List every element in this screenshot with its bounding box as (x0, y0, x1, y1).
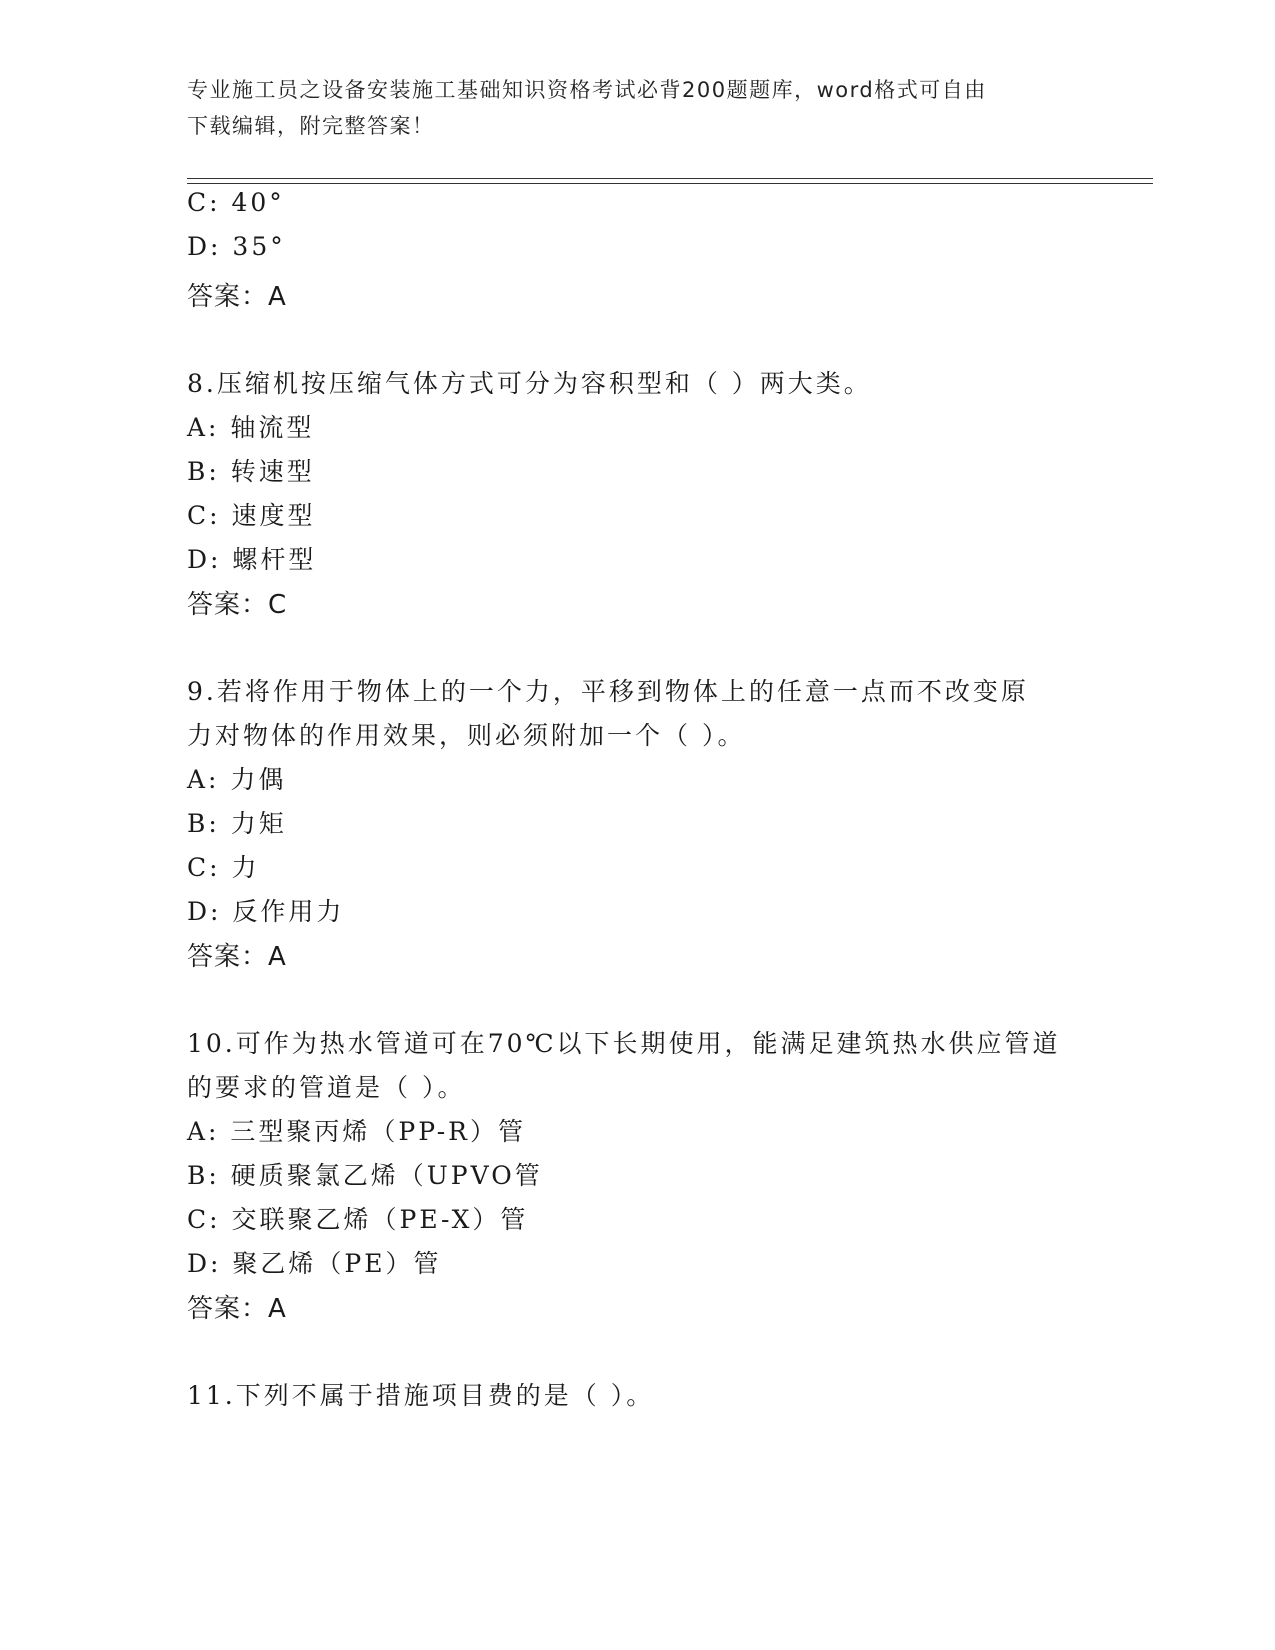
question-line: 力对物体的作用效果，则必须附加一个（ ）。 (187, 721, 746, 750)
option-line: B: 转速型 (187, 457, 315, 486)
option-line: D: 聚乙烯（PE）管 (187, 1249, 442, 1278)
option-line: C: 交联聚乙烯（PE-X）管 (187, 1205, 529, 1234)
header-line-2: 下载编辑，附完整答案！ (187, 114, 435, 138)
header-rule-bottom (187, 183, 1153, 184)
option-line: A: 轴流型 (187, 413, 315, 442)
option-line: B: 力矩 (187, 809, 287, 838)
question-line: 9.若将作用于物体上的一个力，平移到物体上的任意一点而不改变原 (187, 677, 1029, 706)
question-line: 8.压缩机按压缩气体方式可分为容积型和（ ）两大类。 (187, 369, 872, 398)
answer-line: 答案：A (187, 282, 287, 312)
question-line: 的要求的管道是（ ）。 (187, 1073, 466, 1102)
answer-line: 答案：A (187, 1294, 287, 1324)
option-line: C: 40° (187, 188, 285, 217)
question-line: 10.可作为热水管道可在70℃以下长期使用，能满足建筑热水供应管道 (187, 1029, 1061, 1058)
question-line: 11.下列不属于措施项目费的是（ ）。 (187, 1381, 655, 1410)
document-header (187, 72, 1067, 144)
answer-line: 答案：A (187, 942, 287, 972)
header-rule-top (187, 178, 1153, 179)
option-line: D: 螺杆型 (187, 545, 317, 574)
answer-line: 答案：C (187, 590, 288, 620)
option-line: D: 35° (187, 232, 286, 261)
option-line: C: 力 (187, 853, 260, 882)
option-line: C: 速度型 (187, 501, 316, 530)
option-line: B: 硬质聚氯乙烯（UPVO管 (187, 1161, 543, 1190)
option-line: A: 三型聚丙烯（PP-R）管 (187, 1117, 526, 1146)
option-line: A: 力偶 (187, 765, 287, 794)
header-line-1: 专业施工员之设备安装施工基础知识资格考试必背200题题库，word格式可自由 (187, 78, 987, 102)
option-line: D: 反作用力 (187, 897, 345, 926)
